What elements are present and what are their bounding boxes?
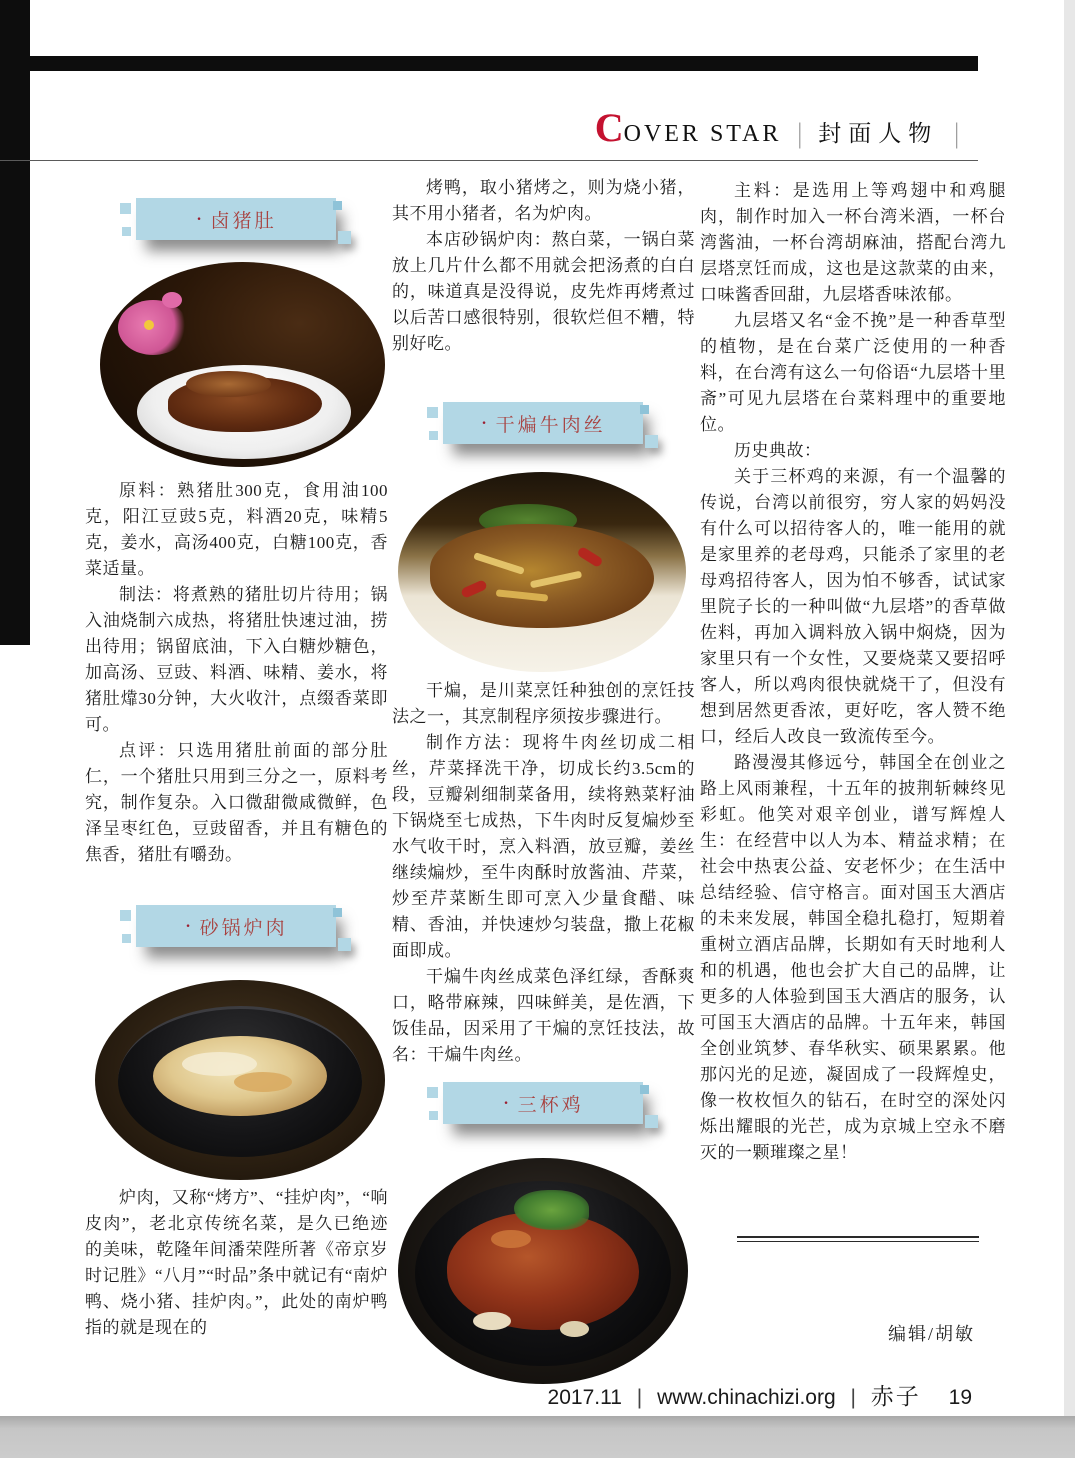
badge-pixel-decor [429,431,438,440]
badge-pixel-decor [338,938,351,951]
paragraph-continued: 烤鸭，取小猪烤之，则为烧小猪，其不用小猪者，名为炉肉。 [392,178,695,223]
braised-pork-slices [186,371,272,398]
column-1-lurou-text [85,1185,388,1341]
paragraph-career: 路漫漫其修远兮，韩国全在创业之路上风雨兼程，十五年的披荆斩棘终见彩虹。他笑对艰辛创业，谱写辉煌人生：在经营中以人为本、精益求精；在社会中热衷公益、安老怀少；在生活中总结经验、信守格言。面对国玉大酒店的未来发展，韩国全稳扎稳打，短期着重树立酒店品牌，长期如有天时地利人和的机遇，他也会扩大自己的品牌，让更多的人体验到国玉大酒店的服务，认可国玉大酒店的品牌。十五年来，韩国全创业筑梦、春华秋实、硕果累累。他那闪光的足迹，凝固成了一段辉煌史，像一枚枚恒久的钻石，在时空的深处闪烁出耀眼的光芒，成为京城上空永不磨灭的一颗璀璨之星！ [700,753,1006,1162]
paragraph-shop-dish: 本店砂锅炉肉：熬白菜，一锅白菜放上几片什么都不用就会把汤煮的白白的，味道真是没得说，皮先炸再烤煮过以后苦口感很特别，很软烂但不糟，特别好吃。 [392,230,695,353]
orchid-flower [162,292,182,308]
footer-page-number: 19 [948,1386,972,1409]
pork-slice [182,1052,257,1076]
badge-pixel-decor [122,934,131,943]
footer-divider-icon: | [850,1386,856,1409]
braised-pork-stomach-photo [100,262,385,467]
badge-label: 三杯鸡 [517,1094,584,1116]
badge-label: 砂锅炉肉 [199,917,288,939]
badge-pixel-decor [645,435,658,448]
badge-pixel-decor [338,231,351,244]
column-3-text [700,178,1006,1166]
badge-bullet-icon: · [195,206,203,231]
column-2-ganbian-text [392,678,695,1068]
paragraph-method: 制法：将煮熟的猪肚切片待用；锅入油烧制六成热，将猪肚快速过油，捞出待用；锅留底油，下入白糖炒糖色，加高汤、豆豉、料酒、味精、姜水，将猪肚㸆30分钟，大火收汁，点缀香菜即可。 [85,585,388,734]
header-divider-icon: | [954,118,959,150]
pork-slice [234,1072,292,1092]
header-initial: C [594,105,624,150]
section-badge-ganbianniurousi [443,402,643,444]
header-section-zh: 封面人物 [818,121,939,146]
dry-fried-beef-shreds-photo [398,472,686,672]
badge-bullet-icon: · [502,1090,510,1115]
badge-pixel-decor [120,203,131,214]
casserole-pork-photo [95,980,385,1180]
editor-credit: 编辑/胡敏 [887,1324,975,1344]
badge-label: 卤猪肚 [210,210,277,232]
footer-issue: 2017.11 [547,1386,622,1409]
badge-pixel-decor [333,908,342,917]
badge-pixel-decor [427,1087,438,1098]
footer-website: www.chinachizi.org [657,1386,836,1409]
header-rule [0,160,978,161]
badge-label: 干煸牛肉丝 [495,414,606,436]
beef-shreds-pile [430,524,655,628]
paragraph-history-story: 关于三杯鸡的来源，有一个温馨的传说，台湾以前很穷，穷人家的妈妈没有什么可以招待客人的，唯一能用的就是家里养的老母鸡，只能杀了家里的老母鸡招待客人，因为怕不够香，试试家里院子长的一种叫做“九层塔”的香草做佐料，再加入调料放入锅中焖烧，因为家里只有一个女性，又要烧菜又要招呼客人，所以鸡肉很快就烧干了，但没有想到居然更香浓，更好吃，客人赞不绝口，经后人改良一致流传至今。 [700,467,1006,746]
section-badge-shaguolurou [136,905,336,947]
badge-pixel-decor [429,1111,438,1120]
paragraph-history-label: 历史典故： [734,441,822,460]
page-header [594,105,975,150]
paragraph-ganbian-result: 干煸牛肉丝成菜色泽红绿，香酥爽口，略带麻辣，四味鲜美，是佐酒，下饭佳品，因采用了干煸的烹饪技法，故名：干煸牛肉丝。 [392,967,695,1064]
badge-pixel-decor [122,227,131,236]
badge-pixel-decor [645,1115,658,1128]
page-right-edge [1064,0,1075,1458]
header-divider-icon: | [797,118,803,150]
article-end-rule [737,1236,979,1242]
paragraph-jiucengta: 九层塔又名“金不挽”是一种香草型的植物，是在台菜广泛使用的一种香料，在台湾有这么一句俗语“九层塔十里斋”可见九层塔在台菜料理中的重要地位。 [700,311,1006,434]
page-bottom-band [0,1416,1075,1458]
badge-pixel-decor [640,405,649,414]
header-title-en: OVER STAR [623,121,782,147]
garlic-clove [560,1321,589,1337]
section-badge-sanbeiji [443,1082,643,1124]
paragraph-ingredients: 原料：熟猪肚300克，食用油100克，阳江豆豉5克，料酒20克，味精5克，姜水，高汤400克，白糖100克，香菜适量。 [85,481,388,578]
paragraph-ganbian-intro: 干煸，是川菜烹饪种独创的烹饪技法之一，其烹制程序须按步骤进行。 [392,681,695,726]
paragraph-lurou: 炉肉，又称“烤方”、“挂炉肉”，“响皮肉”，老北京传统名菜，是久已绝迹的美味，乾隆年间潘荣陛所著《帝京岁时记胜》“八月”“时品”条中就记有“南炉鸭、烧小猪、挂炉肉。”，此处的南炉鸭指的就是现在的 [85,1188,388,1337]
paragraph-review: 点评：只选用猪肚前面的部分肚仁，一个猪肚只用到三分之一，原料考究，制作复杂。入口微甜微咸微鲜，色泽呈枣红色，豆豉留香，并且有糖色的焦香，猪肚有嚼劲。 [85,741,388,864]
badge-pixel-decor [333,201,342,210]
left-black-bar [0,0,30,645]
section-badge-luzhudu [136,198,336,240]
orchid-stamen [144,320,154,330]
badge-pixel-decor [427,407,438,418]
paragraph-ganbian-method: 制作方法：现将牛肉丝切成二相丝，芹菜择洗干净，切成长约3.5cm的段，豆瓣剁细制菜备用，续将熟菜籽油下锅烧至七成热，下牛肉时反复煸炒至水气收干时，烹入料酒，放豆瓣，姜丝继续煸炒，至牛肉酥时放酱油、芹菜，炒至芹菜断生即可烹入少量食醋、味精、香油，并快速炒匀装盘，撒上花椒面即成。 [392,733,695,960]
top-black-bar [0,56,978,71]
badge-bullet-icon: · [184,913,192,938]
badge-pixel-decor [120,910,131,921]
footer-magazine-name: 赤子 [870,1383,921,1409]
column-2-top-text [392,175,695,357]
braised-chicken-chunks [447,1212,638,1330]
paragraph-zhuliao: 主料：是选用上等鸡翅中和鸡腿肉，制作时加入一杯台湾米酒，一杯台湾酱油，一杯台湾胡麻油，搭配台湾九层塔烹饪而成，这也是这款菜的由来，口味酱香回甜，九层塔香味浓郁。 [700,181,1006,304]
garlic-clove [473,1312,511,1330]
column-1-recipe-text [85,478,388,868]
badge-bullet-icon: · [480,410,488,435]
three-cup-chicken-photo [398,1158,688,1384]
badge-pixel-decor [640,1085,649,1094]
footer-divider-icon: | [636,1386,643,1409]
page-footer [548,1378,972,1411]
